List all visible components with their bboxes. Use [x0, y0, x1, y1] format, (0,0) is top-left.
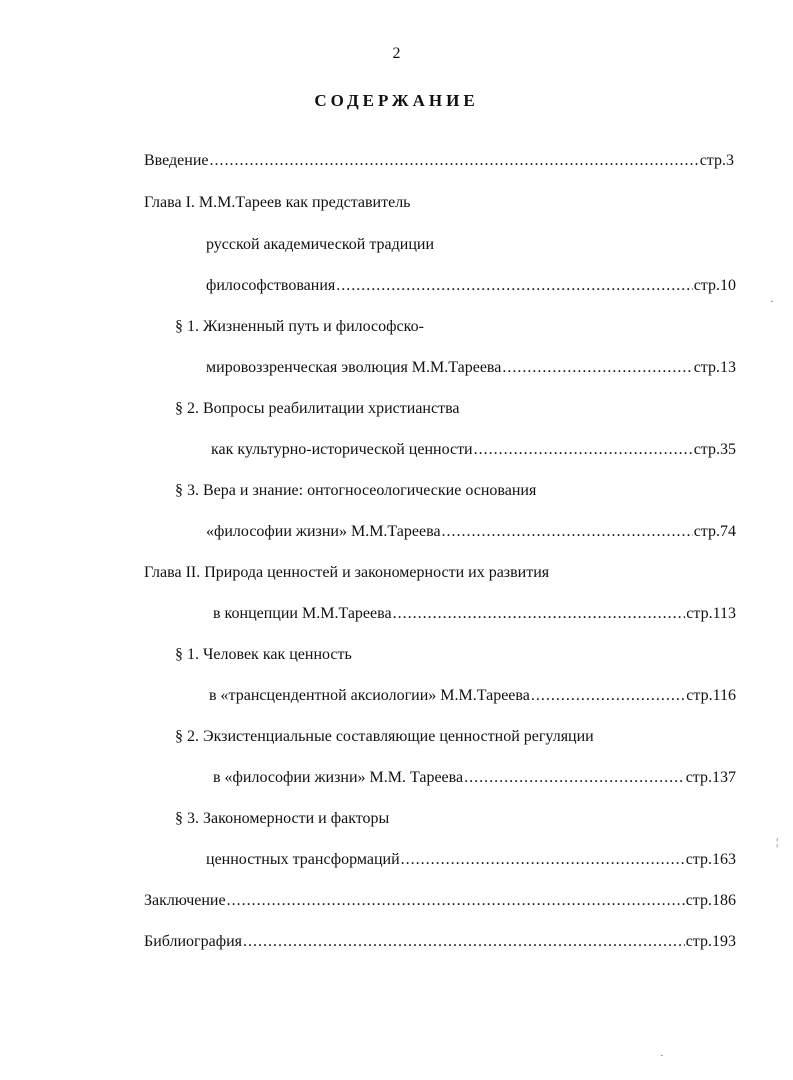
toc-entry-section-1-1	[175, 317, 424, 337]
toc-entry-bibliography	[144, 932, 736, 952]
toc-leader-dots	[227, 891, 685, 911]
toc-entry-page: стр.74	[693, 523, 736, 540]
page-title: СОДЕРЖАНИЕ	[314, 91, 479, 110]
toc-entry-text: § 1. Жизненный путь и философско-	[175, 318, 424, 335]
toc-entry-section-2-2-end	[213, 768, 736, 788]
toc-entry-text: ценностных трансформаций	[206, 851, 400, 868]
toc-entry-text: Глава I. М.М.Тареев как представитель	[144, 194, 411, 211]
toc-entry-page: стр.113	[686, 605, 736, 622]
toc-entry-text: «философии жизни» М.М.Тареева	[206, 523, 441, 540]
toc-entry-chapter-2	[144, 563, 549, 583]
toc-leader-dots	[442, 522, 693, 542]
toc-entry-text: мировоззренческая эволюция М.М.Тареева	[206, 359, 502, 376]
toc-entry-text: § 2. Экзистенциальные составляющие ценностной регуляции	[175, 728, 594, 745]
toc-entry-text: § 2. Вопросы реабилитации христианства	[175, 400, 460, 417]
toc-leader-dots	[210, 151, 699, 171]
toc-entry-page: стр.35	[693, 441, 736, 458]
toc-leader-dots	[393, 604, 686, 624]
scan-speck: ·	[660, 1050, 664, 1062]
toc-entry-section-1-3	[175, 481, 536, 501]
toc-entry-section-1-2	[175, 399, 460, 419]
toc-entry-conclusion	[144, 891, 736, 911]
toc-entry-text: русской академической традиции	[206, 236, 435, 253]
toc-entry-section-1-3-end	[206, 522, 736, 542]
toc-leader-dots	[401, 850, 685, 870]
toc-entry-page: стр.193	[685, 933, 736, 950]
toc-entry-text: Библиография	[144, 933, 242, 950]
toc-entry-page: стр.116	[686, 687, 736, 704]
toc-entry-introduction	[144, 151, 734, 171]
toc-entry-text: Заключение	[144, 892, 226, 909]
toc-entry-text: § 3. Вера и знание: онтогносеологические основания	[175, 482, 537, 499]
toc-entry-chapter-1-end	[206, 276, 736, 296]
toc-entry-text: Глава II. Природа ценностей и закономерности их развития	[144, 564, 550, 581]
toc-entry-page: стр.10	[693, 277, 736, 294]
toc-entry-text: философствования	[206, 277, 336, 294]
toc-entry-section-2-3-end	[206, 850, 736, 870]
toc-leader-dots	[474, 440, 693, 460]
scan-speck: ·	[770, 296, 774, 308]
toc-leader-dots	[531, 686, 685, 706]
toc-entry-section-2-1	[175, 645, 352, 665]
page-number: 2	[392, 45, 401, 62]
toc-entry-page: стр.3	[699, 152, 734, 169]
toc-entry-text: как культурно-исторической ценности	[211, 441, 473, 458]
toc-entry-section-2-3	[175, 809, 389, 829]
toc-entry-text: Введение	[144, 152, 209, 169]
toc-entry-chapter-1-cont	[206, 235, 434, 255]
toc-entry-section-2-1-end	[209, 686, 736, 706]
toc-leader-dots	[464, 768, 685, 788]
toc-entry-section-2-2	[175, 727, 594, 747]
toc-entry-page: стр.137	[685, 769, 736, 786]
scan-speck: ¦	[776, 836, 779, 848]
toc-entry-text: § 1. Человек как ценность	[175, 646, 352, 663]
toc-entry-chapter-2-end	[213, 604, 736, 624]
toc-leader-dots	[336, 276, 692, 296]
toc-entry-page: стр.163	[685, 851, 736, 868]
toc-entry-section-1-2-end	[211, 440, 736, 460]
toc-leader-dots	[502, 358, 692, 378]
toc-entry-text: в «философии жизни» М.М. Тареева	[213, 769, 464, 786]
toc-entry-text: в «трансцендентной аксиологии» М.М.Тареева	[209, 687, 530, 704]
toc-leader-dots	[243, 932, 685, 952]
toc-entry-section-1-1-end	[206, 358, 736, 378]
toc-entry-page: стр.13	[693, 359, 736, 376]
toc-entry-text: § 3. Закономерности и факторы	[175, 810, 390, 827]
toc-entry-page: стр.186	[685, 892, 736, 909]
toc-entry-chapter-1	[144, 193, 410, 213]
toc-entry-text: в концепции М.М.Тареева	[213, 605, 392, 622]
